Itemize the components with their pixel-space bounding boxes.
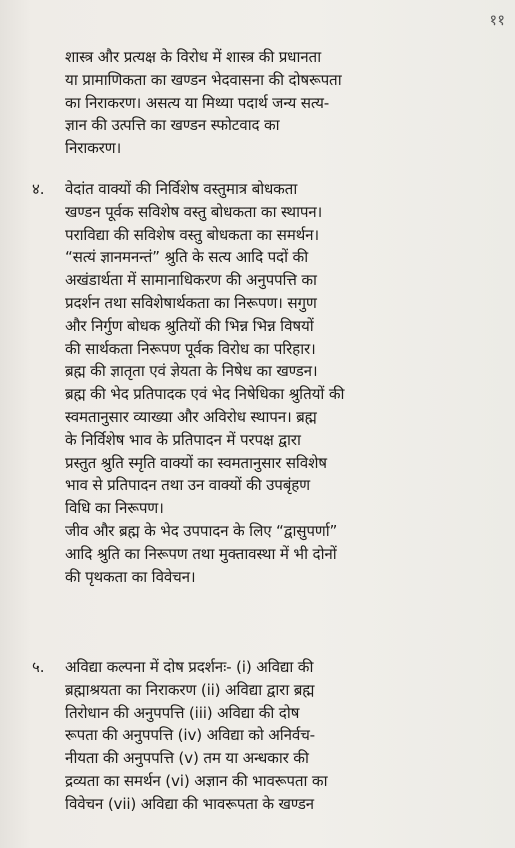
text-line: वेदांत वाक्यों की निर्विशेष वस्तुमात्र बोधकता xyxy=(65,180,298,198)
paragraph xyxy=(65,46,507,160)
text-line: ज्ञान की उत्पत्ति का खण्डन स्फोटवाद का xyxy=(65,116,280,135)
text-line: स्वमतानुसार व्याख्या और अविरोध स्थापन। ब्रह्म xyxy=(65,407,317,426)
text-line: जीव और ब्रह्म के भेद उपपादन के लिए “द्वासुपर्णा” xyxy=(65,521,338,540)
text-line: विधि का निरूपण। xyxy=(65,499,164,518)
text-line: द्रव्यता का समर्थन (vi) अज्ञान की भावरूपता का xyxy=(65,771,328,790)
text-line: पराविद्या की सविशेष वस्तु बोधकता का समर्थन। xyxy=(65,225,320,244)
text-line: ब्रह्माश्रयता का निराकरण (ii) अविद्या द्वारा ब्रह्म xyxy=(65,680,315,699)
text-line: नीयता की अनुपपत्ति (v) तम या अन्धकार की xyxy=(65,749,309,768)
paragraph xyxy=(65,656,507,816)
paragraph xyxy=(65,178,507,588)
text-line: या प्रामाणिकता का खण्डन भेदवासना की दोषरूपता xyxy=(65,70,342,89)
text-line: ब्रह्म की ज्ञातृता एवं ज्ञेयता के निषेध का खण्डन। xyxy=(65,362,318,381)
page-number: ११ xyxy=(489,11,505,29)
item-number: ४. xyxy=(32,180,45,198)
text-line: के निर्विशेष भाव के प्रतिपादन में परपक्ष द्वारा xyxy=(65,430,301,449)
text-line: आदि श्रुति का निरूपण तथा मुक्तावस्था में भी दोनों xyxy=(65,544,337,563)
text-line: विवेचन (vii) अविद्या की भावरूपता के खण्डन xyxy=(65,794,314,813)
text-line: प्रदर्शन तथा सविशेषार्थकता का निरूपण। सगुण xyxy=(65,293,317,312)
text-line: रूपता की अनुपपत्ति (iv) अविद्या को अनिर्वच- xyxy=(65,726,315,745)
text-line: ब्रह्म की भेद प्रतिपादक एवं भेद निषेधिका श्रुतियों की xyxy=(65,385,345,404)
text-line: निराकरण। xyxy=(65,139,122,158)
text-line: और निर्गुण बोधक श्रुतियों की भिन्न भिन्न विषयों xyxy=(65,316,314,335)
text-line: अविद्या कल्पना में दोष प्रदर्शनः- (i) अविद्या की xyxy=(65,658,314,676)
text-line: अखंडार्थता में सामानाधिकरण की अनुपपत्ति का xyxy=(65,271,317,290)
text-line: प्रस्तुत श्रुति स्मृति वाक्यों का स्वमतानुसार सविशेष xyxy=(65,453,327,472)
text-line: की पृथकता का विवेचन। xyxy=(65,567,196,586)
text-line: “सत्यं ज्ञानमनन्तं” श्रुति के सत्य आदि पदों की xyxy=(65,248,308,267)
text-line: का निराकरण। असत्य या मिथ्या पदार्थ जन्य सत्य- xyxy=(65,93,330,112)
text-line: खण्डन पूर्वक सविशेष वस्तु बोधकता का स्थापन। xyxy=(65,202,323,221)
text-line: शास्त्र और प्रत्यक्ष के विरोध में शास्त्र की प्रधानता xyxy=(65,48,321,66)
text-line: की सार्थकता निरूपण पूर्वक विरोध का परिहार। xyxy=(65,339,316,358)
text-line: भाव से प्रतिपादन तथा उन वाक्यों की उपबृंहण xyxy=(65,476,310,495)
item-number: ५. xyxy=(32,658,45,676)
text-line: तिरोधान की अनुपपत्ति (iii) अविद्या की दोष xyxy=(65,703,300,722)
